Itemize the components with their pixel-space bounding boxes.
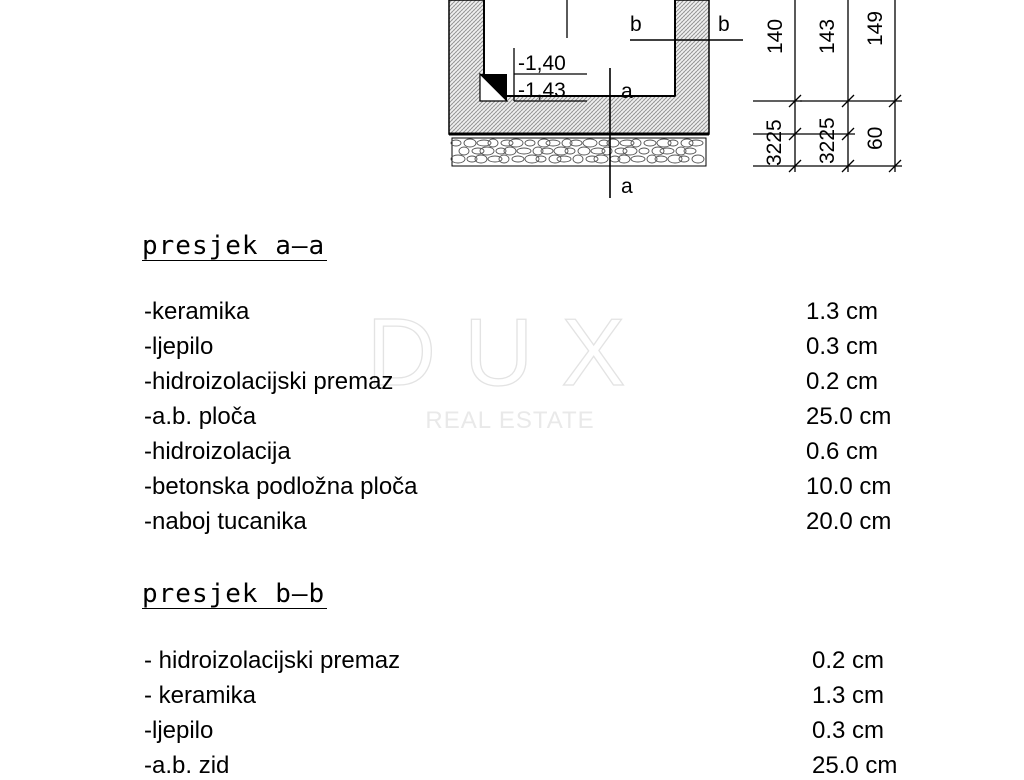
watermark-tagline: REAL ESTATE: [425, 407, 595, 434]
watermark: [355, 299, 665, 435]
section-mark-b-right: b: [718, 13, 730, 36]
level-label-1: -1,40: [518, 52, 566, 75]
section-a-title: presjek a—a: [142, 231, 326, 261]
concrete-shell: [449, 0, 709, 134]
layer-name: -naboj tucanika: [144, 508, 307, 535]
dim-149: 149: [864, 10, 887, 46]
layer-thickness: 10.0 cm: [806, 473, 892, 500]
dim-143: 143: [816, 18, 839, 54]
layer-name: -keramika: [144, 298, 250, 325]
level-label-2: -1,43: [518, 79, 566, 102]
section-b-title: presjek b—b: [142, 579, 326, 609]
layer-thickness: 0.2 cm: [806, 368, 879, 395]
layer-name: -a.b. zid: [144, 752, 230, 779]
layer-thickness: 0.2 cm: [812, 647, 885, 674]
watermark-brand: DUX: [366, 299, 654, 406]
dim-60: 60: [864, 126, 887, 150]
pool-section-drawing: [0, 0, 1024, 215]
layer-name: - keramika: [144, 682, 257, 709]
layer-name: - hidroizolacijski premaz: [144, 647, 401, 674]
section-mark-b-left: b: [630, 13, 642, 36]
layer-thickness: 0.3 cm: [806, 333, 879, 360]
layer-thickness: 25.0 cm: [806, 403, 892, 430]
layer-thickness: 25.0 cm: [812, 752, 898, 779]
layer-thickness: 20.0 cm: [806, 508, 892, 535]
layer-thickness: 1.3 cm: [806, 298, 879, 325]
layer-name: -a.b. ploča: [144, 403, 257, 430]
layer-thickness: 0.3 cm: [812, 717, 885, 744]
section-mark-a-bottom: a: [621, 175, 633, 198]
dim-140: 140: [764, 18, 787, 54]
layer-thickness: 0.6 cm: [806, 438, 879, 465]
layer-name: -hidroizolacija: [144, 438, 291, 465]
layer-thickness: 1.3 cm: [812, 682, 885, 709]
layer-name: -ljepilo: [144, 333, 214, 360]
section-mark-a-top: a: [621, 80, 633, 103]
dim-3225-a: 3225: [763, 119, 786, 166]
layer-name: -betonska podložna ploča: [144, 473, 418, 500]
layer-name: -hidroizolacijski premaz: [144, 368, 394, 395]
layer-name: -ljepilo: [144, 717, 214, 744]
dim-3225-b: 3225: [816, 117, 839, 164]
